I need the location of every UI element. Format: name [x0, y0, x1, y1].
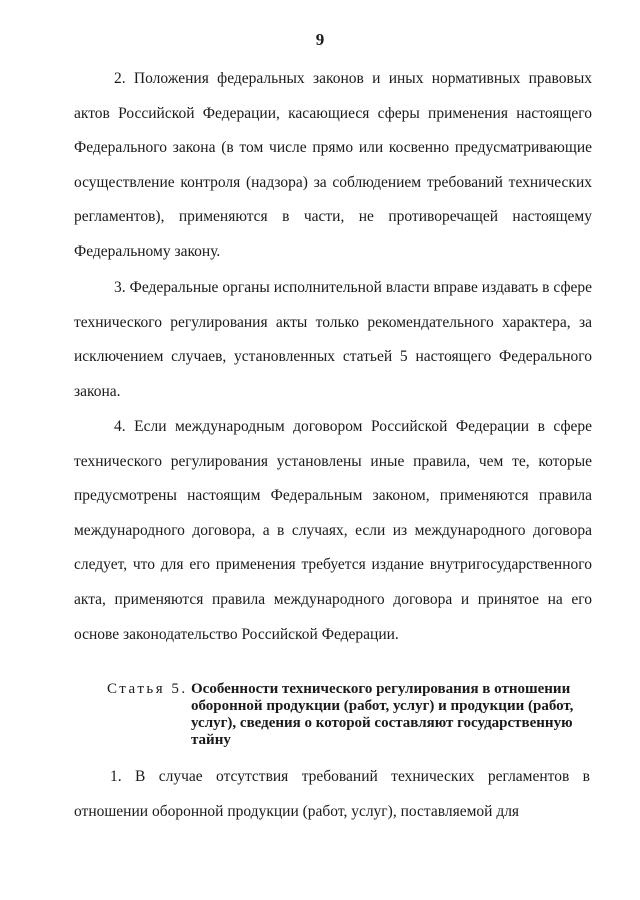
article-label: Статья 5. [107, 681, 188, 697]
article-5-paragraph-1: 1. В случае отсутствия требований технических регламентов в отношении оборонной продукции (работ, услуг), поставляемой для [74, 768, 590, 820]
page-number: 9 [315, 30, 325, 49]
paragraph-4: 4. Если международным договором Российской Федерации в сфере технического регулирования установлены иные правила, чем те, которые предусмотрены настоящим Федеральным законом, применяются правила международного договора, а в случаях, если из международного договора следует, что для его применения требуется издание внутригосударственного акта, применяются правила международного договора и принятое на его основе законодательство Российской Федерации. [74, 418, 592, 643]
article-title: Особенности технического регулирования в отношении оборонной продукции (работ, услуг) и продукции (работ, услуг), сведения о которой составляют государственную тайну [191, 681, 574, 748]
paragraph-2: 2. Положения федеральных законов и иных нормативных правовых актов Российской Федерации, касающиеся сферы применения настоящего Федерального закона (в том числе прямо или косвенно предусматривающие осуществление контроля (надзора) за соблюдением требований технических регламентов), применяются в части, не противоречащей настоящему Федеральному закону. [74, 70, 592, 260]
article-heading [107, 681, 597, 749]
paragraph-3: 3. Федеральные органы исполнительной власти вправе издавать в сфере технического регулирования акты только рекомендательного характера, за исключением случаев, установленных статьей 5 настоящего Федерального закона. [74, 279, 592, 400]
